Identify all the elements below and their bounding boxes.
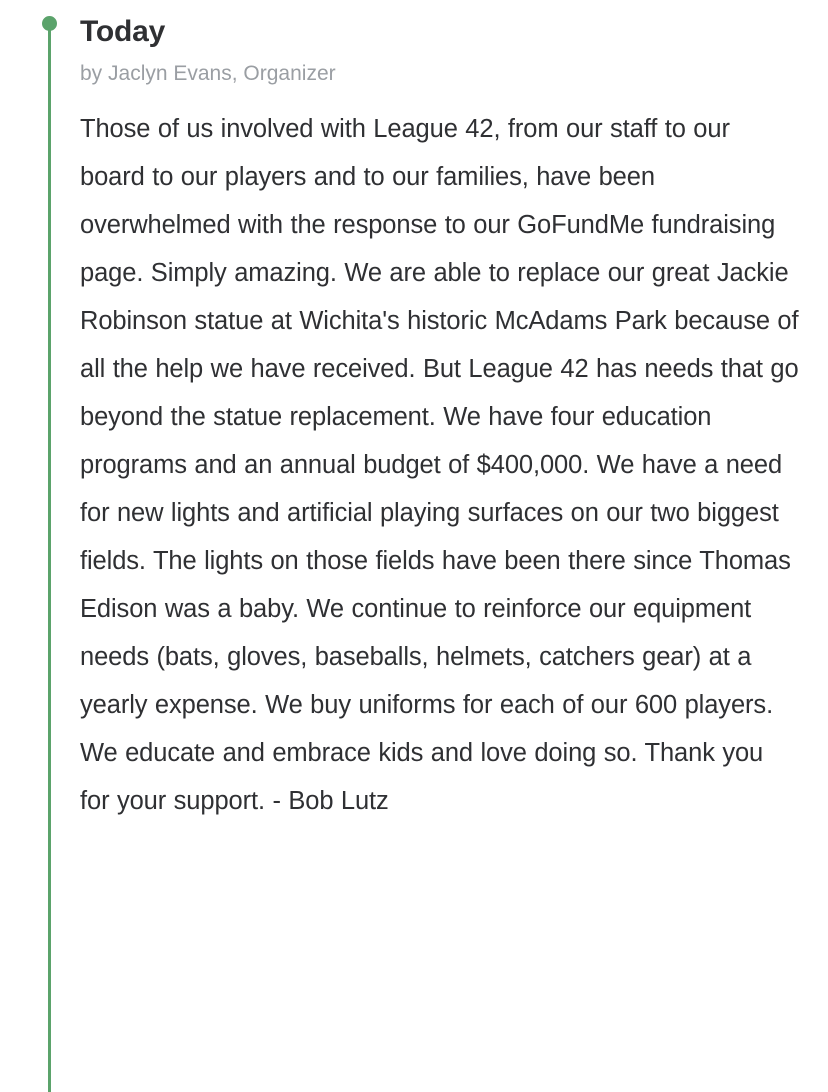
byline-author: Jaclyn Evans, Organizer: [108, 62, 336, 85]
update-body-text: Those of us involved with League 42, from our staff to our board to our players and to our families, have been overwhelmed with the response to our GoFundMe fundraising page. Simply amazing. We are able to replace our great Jackie Robinson statue at Wichita's historic McAdams Park because of all the help we have received. But League 42 has needs that go beyond the statue replacement. We have four education programs and an annual budget of $400,000. We have a need for new lights and artificial playing surfaces on our two biggest fields. The lights on those fields have been there since Thomas Edison was a baby. We continue to reinforce our equipment needs (bats, gloves, baseballs, helmets, catchers gear) at a yearly expense. We buy uniforms for each of our 600 players. We educate and embrace kids and love doing so. Thank you for your support. - Bob Lutz: [80, 115, 799, 816]
update-byline: [80, 60, 800, 87]
update-title: Today: [80, 15, 166, 48]
update-content: [80, 14, 800, 825]
timeline-rail: [48, 22, 51, 1092]
byline-prefix: by: [80, 62, 109, 85]
